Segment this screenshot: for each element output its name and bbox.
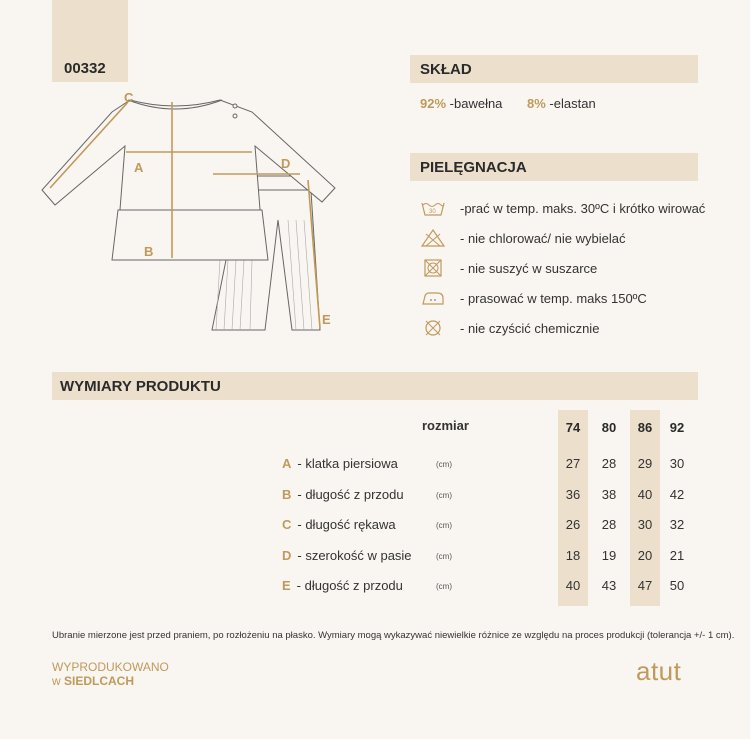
measurement-value: 32 (669, 517, 685, 532)
measurement-letter: C (282, 517, 292, 532)
diagram-label-d: D (281, 156, 291, 171)
care-text: - nie suszyć w suszarce (460, 260, 598, 276)
measurement-value: 40 (565, 578, 581, 593)
measurement-name: - klatka piersiowa (297, 456, 398, 471)
measurement-value: 27 (565, 456, 581, 471)
size-column-86-bg (630, 410, 660, 606)
care-text: -prać w temp. maks. 30ºC i krótko wirować (460, 200, 706, 216)
measurement-value: 26 (565, 517, 581, 532)
product-code: 00332 (64, 60, 106, 77)
measurement-value: 50 (669, 578, 685, 593)
measurement-value: 20 (637, 548, 653, 563)
care-text: - nie chlorować/ nie wybielać (460, 230, 626, 246)
unit-label: (cm) (436, 552, 452, 561)
made-in-badge (52, 660, 169, 688)
care-item (420, 286, 647, 310)
unit-label: (cm) (436, 582, 452, 591)
unit-label: (cm) (436, 491, 452, 500)
measurement-label (282, 456, 398, 471)
size-header: 86 (637, 420, 653, 435)
measurement-label (282, 548, 412, 563)
made-in-place: SIEDLCACH (64, 674, 135, 688)
measurement-value: 30 (669, 456, 685, 471)
svg-text:30: 30 (429, 209, 436, 215)
footnote: Ubranie mierzone jest przed praniem, po rozłożeniu na płasko. Wymiary mogą wykazywać niewielkie różnice ze względu na proces produkcji (tolerancja +/- 1 cm). (52, 630, 735, 641)
measurement-value: 21 (669, 548, 685, 563)
care-item (420, 316, 599, 340)
diagram-label-e: E (322, 312, 331, 327)
measurement-label (282, 487, 404, 502)
measurement-name: - długość z przodu (296, 578, 403, 593)
measurement-name: - szerokość w pasie (297, 548, 412, 563)
composition-title: SKŁAD (420, 61, 472, 78)
measurement-value: 29 (637, 456, 653, 471)
measurement-value: 30 (637, 517, 653, 532)
care-item (420, 196, 705, 220)
iron-150-icon (420, 288, 446, 308)
measurement-label (282, 517, 396, 532)
care-item (420, 256, 597, 280)
measurement-letter: E (282, 578, 291, 593)
care-item (420, 226, 625, 250)
diagram-label-a: A (134, 160, 144, 175)
care-title: PIELĘGNACJA (420, 159, 527, 176)
no-dry-clean-icon (420, 318, 446, 338)
size-column-74-bg (558, 410, 588, 606)
measurement-value: 40 (637, 487, 653, 502)
brand-logo: atut (636, 656, 682, 686)
measurement-value: 36 (565, 487, 581, 502)
no-tumble-dry-icon (420, 258, 446, 278)
no-bleach-icon (420, 228, 446, 248)
measurement-label (282, 578, 403, 593)
composition-item (420, 96, 502, 111)
measurement-value: 28 (601, 517, 617, 532)
measurement-value: 18 (565, 548, 581, 563)
measurement-name: - długość rękawa (297, 517, 396, 532)
size-label: rozmiar (422, 418, 469, 433)
measurement-name: - długość z przodu (297, 487, 404, 502)
diagram-label-b: B (144, 244, 154, 259)
measurement-letter: D (282, 548, 292, 563)
unit-label: (cm) (436, 521, 452, 530)
composition-material: -bawełna (449, 96, 503, 111)
dimensions-title: WYMIARY PRODUKTU (60, 378, 221, 395)
composition-item (527, 96, 596, 111)
care-text: - prasować w temp. maks 150ºC (460, 290, 647, 306)
composition-material: -elastan (549, 96, 596, 111)
unit-label: (cm) (436, 460, 452, 469)
wash-30-icon (420, 198, 446, 218)
measurement-value: 28 (601, 456, 617, 471)
diagram-label-c: C (124, 90, 134, 105)
size-header: 92 (669, 420, 685, 435)
measurement-value: 42 (669, 487, 685, 502)
measurement-value: 19 (601, 548, 617, 563)
composition-percent: 8% (527, 96, 546, 111)
size-header: 80 (601, 420, 617, 435)
garment-diagram (30, 80, 350, 340)
measurement-letter: A (282, 456, 292, 471)
size-header: 74 (565, 420, 581, 435)
made-in-prefix: w (52, 674, 61, 688)
measurement-value: 47 (637, 578, 653, 593)
composition-percent: 92% (420, 96, 447, 111)
measurement-value: 38 (601, 487, 617, 502)
made-in-line1: WYPRODUKOWANO (52, 660, 169, 674)
measurement-value: 43 (601, 578, 617, 593)
measurement-letter: B (282, 487, 292, 502)
care-text: - nie czyścić chemicznie (460, 320, 600, 336)
